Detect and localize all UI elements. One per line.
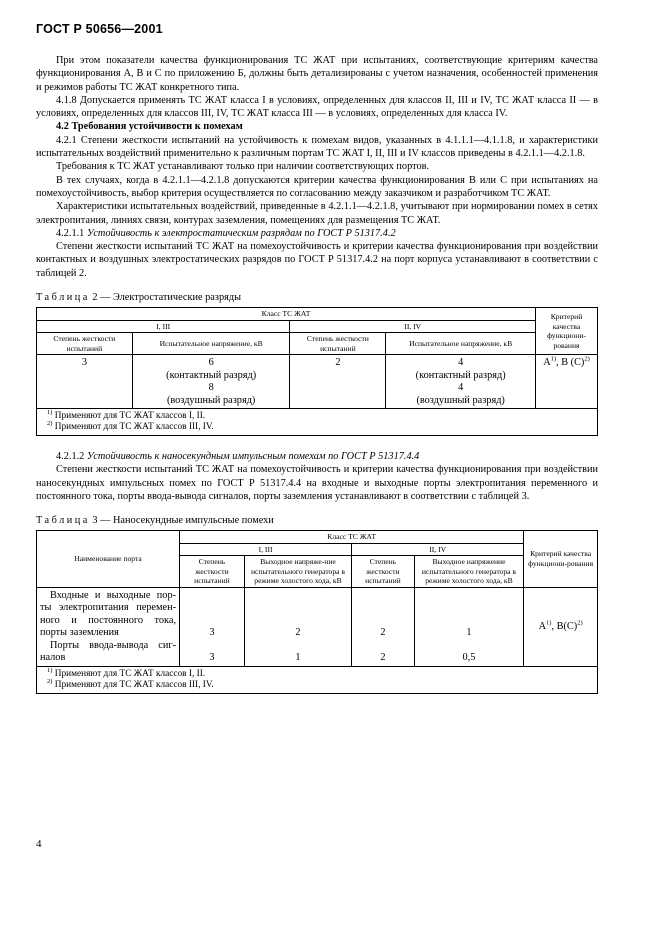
column-header: Выходное напряжение испытательного генератора в режиме холостого хода, кВ (414, 556, 524, 588)
criterion-header: Критерий качества функциони-рования (536, 308, 598, 355)
group-header: I, III (180, 543, 352, 556)
criterion-cell: $А^{1)}$, $В(С)^{2)}$ (524, 587, 598, 666)
table-caption-text: 3 — Наносекундные импульсные помехи (92, 515, 274, 527)
table-footnotes (37, 409, 598, 436)
footnote: $^{1)}$ Применяют для ТС ЖАТ классов I, II. (47, 666, 206, 679)
paragraph: В тех случаях, когда в 4.2.1.1—4.2.1.8 допускаются критерии качества функционирования В или С при испытаниях на помехоустойчивость, выбор критерия осуществляется по согласованию между заказчиком и разработчиком ТС ЖАТ. (36, 174, 598, 199)
subsection-number: 4.2.1.2 (56, 451, 85, 463)
paragraph: Требования к ТС ЖАТ устанавливают только при наличии соответствующих портов. (56, 161, 430, 173)
document-page (36, 22, 598, 694)
column-header: Испытательное напряжение, кВ (386, 333, 536, 355)
footnote: $^{2)}$ Применяют для ТС ЖАТ классов III, IV. (47, 419, 214, 433)
table-cell (244, 587, 351, 666)
paragraph: Степени жесткости испытаний ТС ЖАТ на помехоустойчивость и критерии качества функционирования при воздействии наносекундных импульсных помех по ГОСТ Р 51317.4.4 на входные и выходные порты электропитания переменного и постоянного тока, порты ввода-вывода сигналов, порты заземления устанавливают в соответствии с таблицей 3. (36, 464, 598, 502)
port-names-cell (37, 587, 180, 666)
column-header: Степень жесткости испытаний (180, 556, 245, 588)
subsection-heading (36, 450, 598, 463)
table-cell (386, 355, 536, 409)
paragraph: Характеристики испытательных воздействий, приведенные в 4.2.1.1—4.2.1.8, учитывают при нормировании помех в сетях электропитания, линиях связи, контурах заземления, помещениях для размещения ТС ЖАТ. (36, 201, 598, 226)
section-heading: 4.2 Требования устойчивости к помехам (56, 121, 243, 133)
class-header: Класс ТС ЖАТ (37, 308, 536, 321)
column-header: Степень жесткости испытаний (290, 333, 386, 355)
group-header: II, IV (352, 543, 524, 556)
table-caption (36, 291, 598, 304)
column-header: Степень жесткости испытаний (37, 333, 133, 355)
port-name: Порты ввода-вывода сиг-налов (40, 639, 177, 664)
footnote: $^{1)}$ Применяют для ТС ЖАТ классов I, II. (47, 408, 206, 422)
port-header: Наименование порта (37, 531, 180, 588)
table-caption-label: Таблица (36, 515, 90, 527)
subsection-number: 4.2.1.1 (56, 227, 85, 239)
table-electrostatic (36, 307, 598, 436)
paragraph: 4.1.8 Допускается применять ТС ЖАТ класса I в условиях, определенных для классов II, III и IV, ТС ЖАТ класса II — в условиях, определенных для классов III, IV, ТС ЖАТ класса III — в условиях, определенных для класса IV. (36, 94, 598, 120)
cell-value: 8 (208, 382, 214, 394)
cell-value: 1 (295, 652, 301, 664)
paragraph: 4.2.1 Степени жесткости испытаний на устойчивость к помехам видов, указанных в 4.1.1.1—4.1.1.8, и характеристики испытательных воздействий применительно к различным портам ТС ЖАТ I, II, III и IV классов приведены в 4.2.1.1—4.2.1.8. (36, 134, 598, 160)
cell-note: (воздушный разряд) (166, 394, 256, 406)
subsection-title: Устойчивость к электростатическим разрядам по ГОСТ Р 51317.4.2 (86, 227, 396, 239)
table-caption-label: Таблица (36, 292, 90, 304)
cell-value: 4 (458, 382, 464, 394)
group-header: I, III (37, 320, 290, 333)
criterion-cell: $А^{1)}$, В $(С)^{2)}$ (536, 355, 598, 409)
cell-value: 3 (209, 652, 215, 664)
column-header: Степень жесткости испытаний (352, 556, 415, 588)
page-number: 4 (36, 838, 42, 850)
port-name: Входные и выходные пор-ты электропитания перемен-ного и постоянного тока, порты заземления (40, 589, 177, 639)
criterion-header: Критерий качества функциони-рования (524, 531, 598, 588)
column-header: Испытательное напряжение, кВ (132, 333, 290, 355)
table-cell (132, 355, 290, 409)
paragraph: Степени жесткости испытаний ТС ЖАТ на помехоустойчивость и критерии качества функционирования при воздействии контактных и воздушных электростатических разрядов по ГОСТ Р 51317.4.2 на порт корпуса устанавливают в соответствии с таблицей 2. (36, 241, 598, 279)
table-cell: 3 (37, 355, 133, 409)
table-nanosecond (36, 530, 598, 694)
cell-value: 1 (466, 626, 472, 638)
table-cell (352, 587, 415, 666)
footnote: $^{2)}$ Применяют для ТС ЖАТ классов III, IV. (47, 677, 214, 690)
cell-value: 0,5 (462, 652, 476, 664)
group-header: II, IV (290, 320, 536, 333)
cell-value: 2 (295, 626, 301, 638)
cell-value: 6 (208, 357, 214, 369)
class-header: Класс ТС ЖАТ (180, 531, 524, 544)
table-cell (180, 587, 245, 666)
column-header: Выходное напряже-ние испытательного генератора в режиме холостого хода, кВ (244, 556, 351, 588)
cell-value: 3 (209, 626, 215, 638)
table-cell (414, 587, 524, 666)
cell-value: 2 (380, 652, 386, 664)
cell-note: (контактный разряд) (415, 369, 506, 381)
paragraph: При этом показатели качества функционирования ТС ЖАТ при испытаниях, соответствующие критериям качества функционирования А, В и С по приложению Б, должны быть детализированы с учетом назначения, особенностей применения и режимов работы ТС ЖАТ конкретного типа. (36, 55, 598, 93)
table-caption-text: 2 — Электростатические разряды (92, 292, 241, 304)
cell-note: (воздушный разряд) (416, 394, 505, 406)
document-header: ГОСТ Р 50656—2001 (36, 22, 163, 36)
table-cell: 2 (290, 355, 386, 409)
table-footnotes (37, 666, 598, 693)
cell-value: 4 (458, 357, 464, 369)
table-caption (36, 514, 598, 527)
cell-value: 2 (380, 626, 386, 638)
cell-note: (контактный разряд) (166, 369, 257, 381)
subsection-heading (36, 227, 598, 240)
subsection-title: Устойчивость к наносекундным импульсным помехам по ГОСТ Р 51317.4.4 (86, 451, 420, 463)
